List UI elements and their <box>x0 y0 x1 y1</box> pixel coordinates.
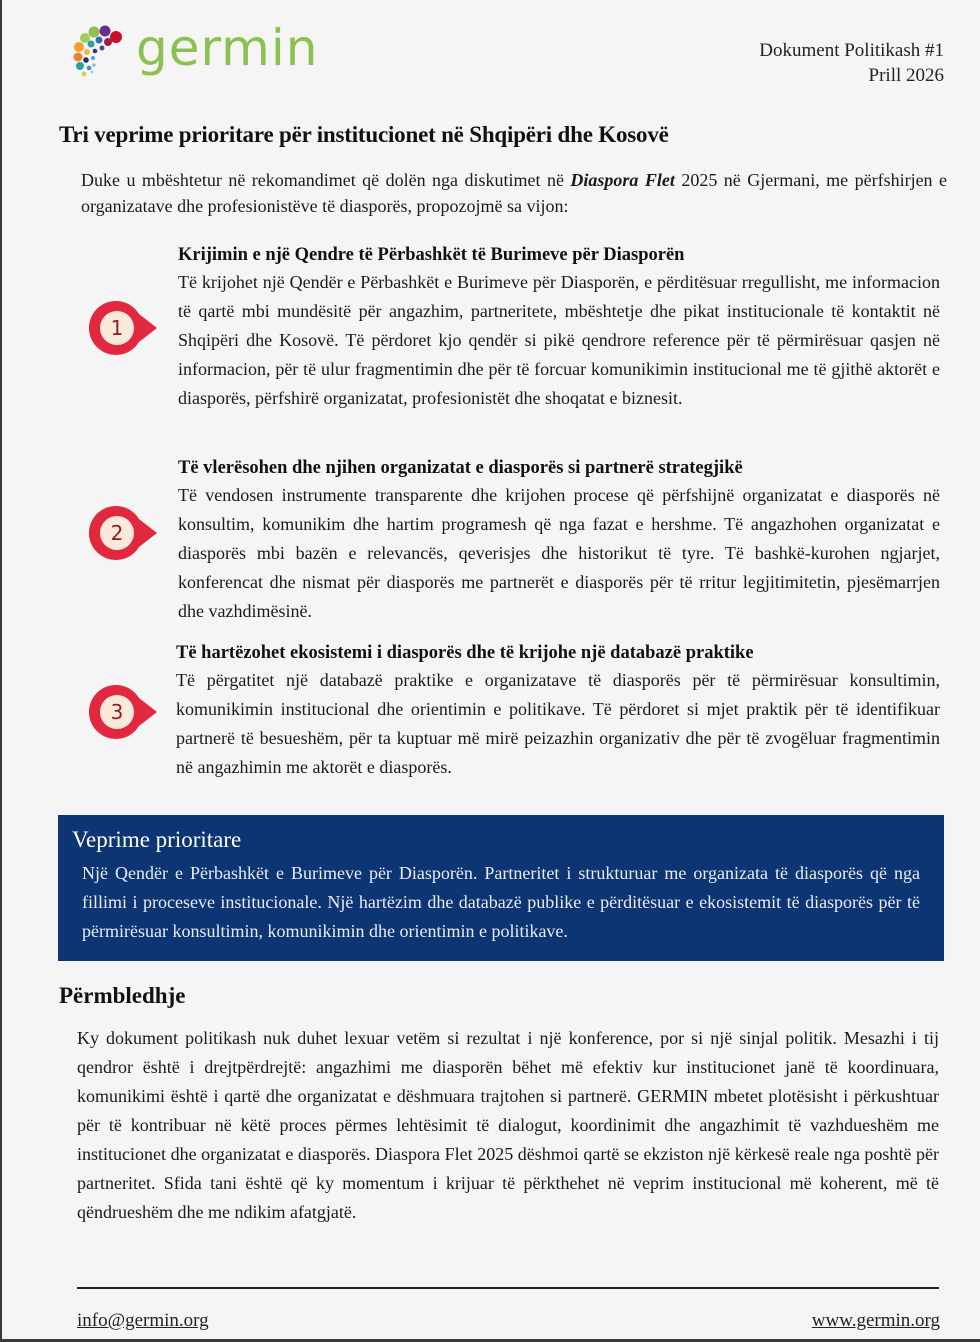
dots-arc-icon <box>72 23 130 81</box>
priority-text: Të krijohet një Qendër e Përbashkët e Burimeve për Diasporën, e përditësuar rregullisht, me informacion të qartë mbi mundësitë për angazhim, partneritete, mbështetje dhe pikat institucionale të kontaktit në Shqipëri dhe Kosovë. Të përdoret kjo qendër si pikë qendrore reference për të përmirësuar qasjen në informacion, për të ulur fragmentimin dhe për të forcuar komunikimin institucional me të gjithë aktorët e diasporës, përfshirë organizatat, profesionistët dhe shoqatat e biznesit. <box>178 272 940 408</box>
document-label: Dokument Politikash #1 <box>759 40 944 61</box>
priority-content <box>178 455 940 626</box>
summary-title: Përmbledhje <box>59 983 186 1008</box>
footer-divider <box>77 1287 939 1289</box>
priority-actions-callout <box>58 815 944 961</box>
priority-title: Të hartëzohet ekosistemi i diasporës dhe të krijohe një databazë praktike <box>176 643 754 663</box>
priority-content <box>178 242 940 413</box>
number-badge-icon <box>87 298 157 358</box>
priority-content <box>176 640 940 782</box>
priority-title: Të vlerësohen dhe njihen organizatat e diasporës si partnerë strategjikë <box>178 458 743 478</box>
number-badge-icon <box>87 503 157 563</box>
page-title: Tri veprime prioritare për institucionet në Shqipëri dhe Kosovë <box>59 122 669 147</box>
germin-logo <box>72 19 319 82</box>
intro-text-after: 2025 në Gjermani, me përfshirjen e organizatave dhe profesionistëve të diasporës, propozojmë sa vijon: <box>81 170 947 216</box>
priority-title: Krijimin e një Qendre të Përbashkët të Burimeve për Diasporën <box>178 245 685 265</box>
email-link[interactable]: info@germin.org <box>77 1310 209 1331</box>
priority-text: Të vendosen instrumente transparente dhe krijohen procese që përfshijnë organizatat e diasporës në konsultim, komunikim dhe hartim programesh që nga fazat e hershme. Të angazhohen organizatat e diasporës mbi bazën e relevancës, qeverisjes dhe historikut të tyre. Të bashkë-kurohen ngjarjet, konferencat dhe nismat për diasporës me partnerët e diasporës për të rritur legjitimitetin, pjesëmarrjen dhe vazhdimësinë. <box>178 485 940 621</box>
number-badge-icon <box>87 682 157 742</box>
document-header <box>2 0 980 110</box>
summary-text: Ky dokument politikash nuk duhet lexuar vetëm si rezultat i një konference, por si një sinjal politik. Mesazhi i tij qendror është i drejtpërdrejtë: angazhimi me diasporën bëhet më efektiv kur institucionet janë të koordinuara, komunikimi është i qartë dhe organizatat e dëshmuara trajtohen si partnerë. GERMIN mbetet plotësisht i përkushtuar për të kontribuar në këtë proces përmes lehtësimit të dialogut, koordinimit dhe angazhimit të vazhdueshëm me institucionet dhe organizatat e diasporës. Diaspora Flet 2025 dëshmoi qartë se ekziston një kërkesë reale nga poshtë për partneritet. Sfida tani është që ky momentum i krijuar të përkthehet në veprim institucional më koherent, më të qëndrueshëm dhe me ndikim afatgjatë. <box>77 1028 939 1222</box>
callout-text: Një Qendër e Përbashkët e Burimeve për Diasporën. Partneritet i strukturuar me organizata të diasporës që nga fillimi i proceseve institucionale. Një hartëzim dhe databazë publike e përditësuar e ekosistemit të diasporës për të përmirësuar konsultimin, komunikimin dhe orientimin e politikave. <box>82 863 920 941</box>
badge-number: 2 <box>110 521 124 545</box>
document-meta <box>759 38 944 88</box>
callout-title: Veprime prioritare <box>72 827 242 852</box>
badge-number: 3 <box>110 700 124 724</box>
badge-number: 1 <box>110 316 124 340</box>
intro-emphasis: Diaspora Flet <box>570 170 675 190</box>
priority-text: Të përgatitet një databazë praktike e organizatave të diasporës për të përmirësuar konsultimin, komunikimin institucional dhe orientimin e politikave. Të përdoret si mjet praktik për të identifikuar partnerë të besueshëm, për ta kuptuar më mirë peizazhin organizativ dhe për të zvogëluar fragmentimin në angazhimin me aktorët e diasporës. <box>176 670 940 777</box>
intro-paragraph <box>81 167 947 219</box>
logo-wordmark: germin <box>136 19 319 77</box>
intro-text-before: Duke u mbështetur në rekomandimet që dolën nga diskutimet në <box>81 170 571 190</box>
document-date: Prill 2026 <box>868 65 944 86</box>
website-link[interactable]: www.germin.org <box>811 1310 940 1331</box>
